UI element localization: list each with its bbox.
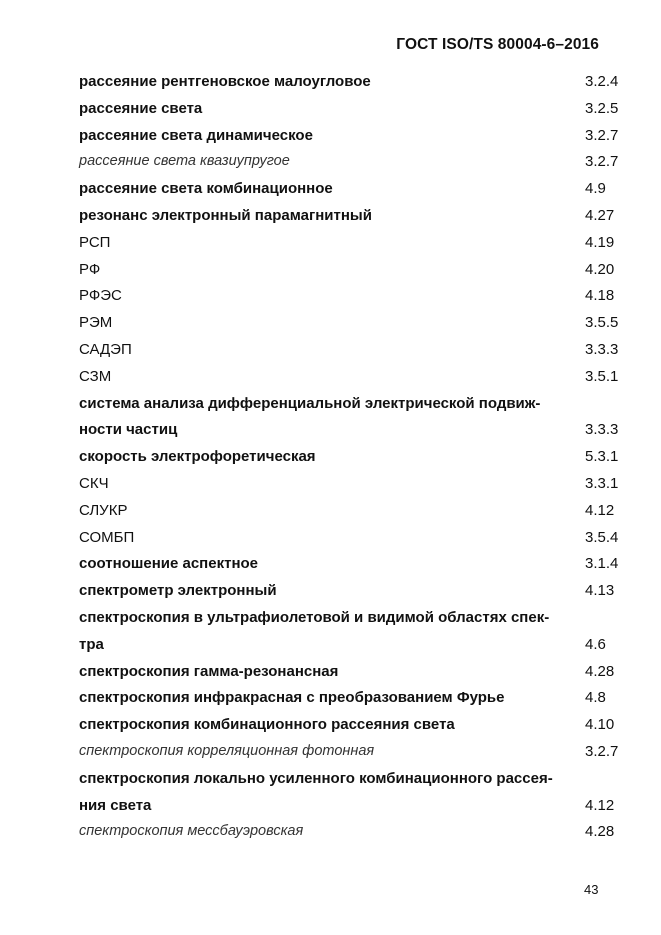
document-header: ГОСТ ISO/TS 80004-6–2016	[396, 36, 599, 53]
index-entry	[0, 284, 661, 311]
index-reference: 4.27	[585, 206, 615, 224]
index-entry	[0, 820, 661, 847]
index-term: рассеяние света	[79, 99, 203, 117]
index-term: РФ	[79, 260, 101, 278]
index-reference: 3.5.5	[585, 314, 619, 332]
index-entry	[0, 418, 661, 445]
index-term: СОМБП	[79, 528, 135, 546]
index-term: спектроскопия мессбауэровская	[79, 823, 304, 840]
index-entry	[0, 660, 661, 687]
index-entry	[0, 311, 661, 338]
index-reference: 4.12	[585, 501, 615, 519]
index-reference: 3.2.7	[585, 153, 619, 171]
index-term: ния света	[79, 796, 152, 814]
index-entry	[0, 70, 661, 97]
index-entry	[0, 633, 661, 660]
index-term: спектроскопия гамма-резонансная	[79, 662, 339, 680]
index-term: РЭМ	[79, 314, 113, 332]
index-term: спектроскопия локально усиленного комбинационного рассея-	[79, 769, 553, 787]
index-entry	[0, 231, 661, 258]
index-term: резонанс электронный парамагнитный	[79, 206, 372, 224]
index-entry	[0, 445, 661, 472]
index-term: рассеяние рентгеновское малоугловое	[79, 73, 371, 90]
index-entry	[0, 579, 661, 606]
index-term: ности частиц	[79, 421, 178, 439]
index-term: спектроскопия в ультрафиолетовой и видимой областях спек-	[79, 608, 550, 626]
index-reference: 4.10	[585, 716, 615, 734]
index-entry	[0, 97, 661, 124]
index-entry	[0, 794, 661, 821]
index-reference: 4.8	[585, 689, 606, 707]
index-reference: 3.1.4	[585, 555, 619, 573]
index-entry	[0, 258, 661, 285]
index-reference: 3.5.4	[585, 528, 619, 546]
index-reference: 3.2.4	[585, 73, 619, 90]
index-entry	[0, 392, 661, 419]
index-term: спектроскопия инфракрасная с преобразованием Фурье	[79, 689, 505, 707]
index-reference: 4.19	[585, 233, 615, 251]
index-reference: 4.18	[585, 287, 615, 305]
index-term: спектрометр электронный	[79, 582, 277, 600]
index-term: соотношение аспектное	[79, 555, 259, 573]
index-entry	[0, 365, 661, 392]
index-entry	[0, 499, 661, 526]
index-reference: 4.12	[585, 796, 615, 814]
index-entry	[0, 150, 661, 177]
index-reference: 4.20	[585, 260, 615, 278]
index-entry	[0, 713, 661, 740]
index-reference: 3.2.7	[585, 126, 619, 144]
index-term: РФЭС	[79, 287, 122, 305]
index-reference: 5.3.1	[585, 448, 619, 466]
index-term: РСП	[79, 233, 111, 251]
index-reference: 4.13	[585, 582, 615, 600]
index-term: САДЭП	[79, 340, 132, 358]
index-reference: 3.3.3	[585, 421, 619, 439]
index-reference: 4.28	[585, 662, 615, 680]
index-term: СКЧ	[79, 474, 109, 492]
index-reference: 3.5.1	[585, 367, 619, 385]
index-reference: 3.2.7	[585, 742, 619, 760]
index-reference: 4.6	[585, 635, 606, 653]
index-entry	[0, 124, 661, 151]
index-term: СЛУКР	[79, 501, 128, 519]
index-entry	[0, 177, 661, 204]
index-list	[0, 70, 661, 847]
index-entry	[0, 552, 661, 579]
index-term: система анализа дифференциальной электрической подвиж-	[79, 394, 541, 412]
index-term: рассеяние света квазиупругое	[79, 153, 290, 170]
index-term: рассеяние света динамическое	[79, 126, 313, 144]
page-number: 43	[584, 882, 599, 897]
index-term: спектроскопия корреляционная фотонная	[79, 742, 375, 759]
index-term: тра	[79, 635, 104, 653]
index-term: спектроскопия комбинационного рассеяния света	[79, 716, 455, 734]
index-entry	[0, 472, 661, 499]
index-reference: 4.9	[585, 180, 606, 198]
index-entry	[0, 686, 661, 713]
index-reference: 3.3.1	[585, 474, 619, 492]
index-reference: 4.28	[585, 823, 615, 841]
index-term: скорость электрофоретическая	[79, 448, 316, 466]
index-entry	[0, 204, 661, 231]
index-entry	[0, 767, 661, 794]
index-reference: 3.2.5	[585, 99, 619, 117]
index-term: рассеяние света комбинационное	[79, 180, 333, 198]
index-reference: 3.3.3	[585, 340, 619, 358]
index-entry	[0, 338, 661, 365]
index-entry	[0, 526, 661, 553]
index-term: СЗМ	[79, 367, 112, 385]
index-entry	[0, 740, 661, 767]
index-entry	[0, 606, 661, 633]
